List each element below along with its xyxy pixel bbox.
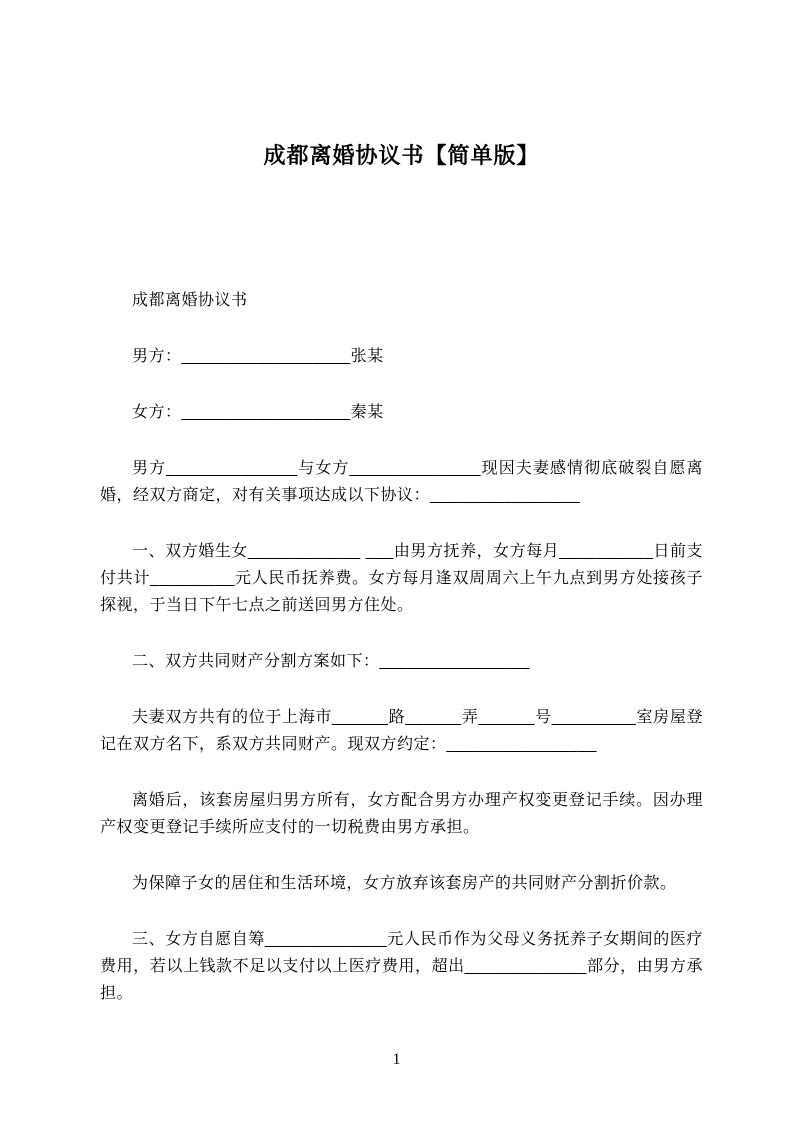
document-subtitle: 成都离婚协议书 — [132, 292, 248, 309]
husband-name-line: 男方：__________________张某 — [132, 348, 384, 365]
property-description-paragraph: 夫妻双方共有的位于上海市______路______弄______号_________室房屋登记在双方名下，系双方共同财产。现双方约定：________________ — [100, 709, 703, 753]
residence-guarantee-paragraph: 为保障子女的居住和生活环境，女方放弃该套房产的共同财产分割折价款。 — [132, 875, 677, 892]
property-arrangement-paragraph: 离婚后，该套房屋归男方所有，女方配合男方办理产权变更登记手续。因办理产权变更登记手续所应支付的一切税费由男方承担。 — [100, 792, 703, 836]
clause-1-custody: 一、双方婚生女____________ ___由男方抚养，女方每月__________日前支付共计_________元人民币抚养费。女方每月逢双周周六上午九点到男方处接孩子探视，于当日下午七点之前送回男方住处。 — [100, 543, 703, 614]
page-number: 1 — [392, 1051, 401, 1068]
document-title: 成都离婚协议书【简单版】 — [263, 143, 540, 168]
wife-name-line: 女方：__________________秦某 — [132, 404, 384, 421]
clause-3-medical-expenses: 三、女方自愿自筹_____________元人民币作为父母义务抚养子女期间的医疗费用，若以上钱款不足以支付以上医疗费用，超出_____________部分，由男方承担。 — [100, 931, 703, 1002]
intro-paragraph: 男方______________与女方______________现因夫妻感情彻底破裂自愿离婚，经双方商定，对有关事项达成以下协议：________________ — [100, 460, 703, 504]
document-content — [100, 0, 703, 1036]
clause-2-heading: 二、双方共同财产分割方案如下：________________ — [132, 653, 530, 670]
